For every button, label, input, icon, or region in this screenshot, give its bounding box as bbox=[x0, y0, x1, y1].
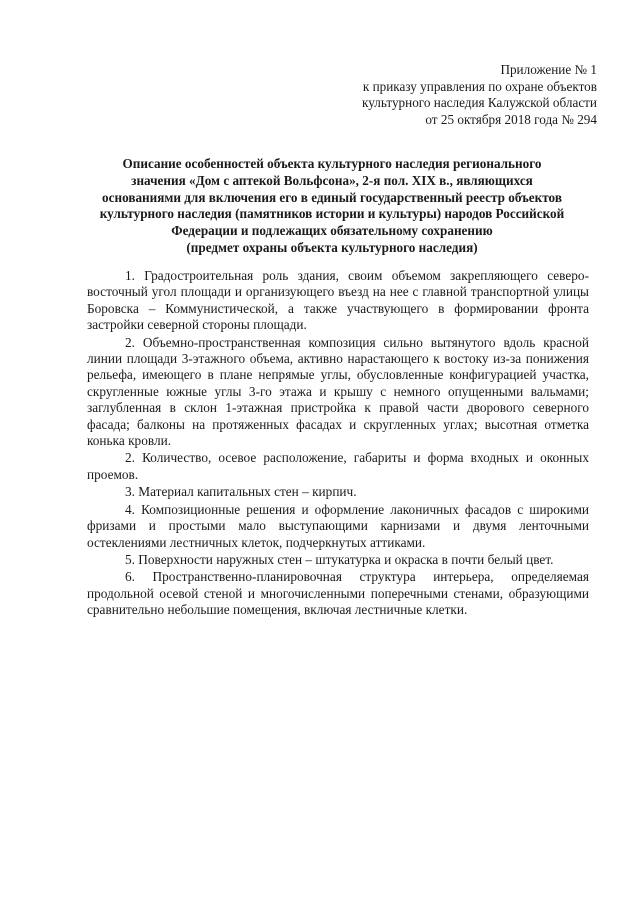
appendix-line: от 25 октября 2018 года № 294 bbox=[425, 111, 597, 127]
paragraph-2: 2. Объемно-пространственная композиция сильно вытянутого вдоль красной линии площади 3-этажного объема, активно нарастающего к востоку из-за понижения рельефа, имеющего в плане непрямые углы, обусловленные конфигурацией участка, скругленные южные углы 3-го этажа и крышу с немного опущенными вальмами; заглубленная в склон 1-этажная пристройка к правой части дворового северного фасада; балконы на протяженных фасадах и скругленных углах; высотная отметка конька кровли. bbox=[87, 334, 589, 449]
paragraph-7: 6. Пространственно-планировочная структура интерьера, определяемая продольной осевой стеной и многочисленными поперечными стенами, образующими сравнительно небольшие помещения, включая лестничные клетки. bbox=[87, 569, 589, 618]
document-title bbox=[62, 156, 602, 257]
appendix-line: к приказу управления по охране объектов bbox=[362, 78, 597, 94]
title-line: основаниями для включения его в единый государственный реестр объектов bbox=[102, 189, 562, 205]
title-line: Федерации и подлежащих обязательному сохранению bbox=[171, 223, 493, 239]
paragraph-5: 4. Композиционные решения и оформление лаконичных фасадов с широкими фризами и простыми мало выступающими карнизами и двумя ленточными остеклениями лестничных клеток, подчеркнутых аттиками. bbox=[87, 501, 589, 550]
title-line: (предмет охраны объекта культурного наследия) bbox=[186, 239, 478, 255]
title-line: значения «Дом с аптекой Вольфсона», 2-я пол. XIX в., являющихся bbox=[131, 172, 533, 188]
document-body bbox=[87, 268, 589, 620]
appendix-line: Приложение № 1 bbox=[500, 62, 597, 77]
title-line: культурного наследия (памятников истории и культуры) народов Российской bbox=[99, 206, 565, 222]
paragraph-3: 2. Количество, осевое расположение, габариты и форма входных и оконных проемов. bbox=[87, 450, 589, 482]
title-line: Описание особенностей объекта культурного наследия регионального bbox=[122, 156, 542, 171]
paragraph-6: 5. Поверхности наружных стен – штукатурка и окраска в почти белый цвет. bbox=[125, 551, 554, 567]
appendix-line: культурного наследия Калужской области bbox=[362, 95, 597, 110]
paragraph-4: 3. Материал капитальных стен – кирпич. bbox=[125, 484, 357, 500]
appendix-header bbox=[297, 62, 597, 128]
paragraph-1: 1. Градостроительная роль здания, своим объемом закрепляющего северо-восточный угол площади и организующего въезд на нее с главной транспортной улицы Боровска – Коммунистической, а также участвующего в формировании фронта застройки северной стороны площади. bbox=[87, 268, 589, 333]
